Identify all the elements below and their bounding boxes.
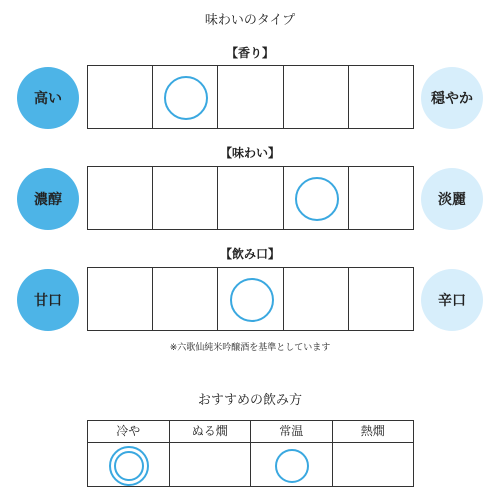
- serving-cell: [251, 443, 332, 486]
- serving-column-header: ぬる燗: [170, 421, 251, 443]
- scale-cell: [348, 268, 413, 330]
- serving-column: [88, 421, 169, 486]
- scale-left-pill: 高い: [17, 67, 79, 129]
- scale-right-pill: 穏やか: [421, 67, 483, 129]
- scale-cell: [283, 66, 348, 128]
- scale-right-pill: 辛口: [421, 269, 483, 331]
- taste-type-title: 味わいのタイプ: [204, 13, 296, 28]
- scale-cell: [152, 66, 217, 128]
- scale-cell: [217, 66, 282, 128]
- serving-cell: [170, 443, 251, 486]
- scale-cell: [348, 66, 413, 128]
- scale-marker: [164, 76, 208, 120]
- serving-column-header: 冷や: [88, 421, 169, 443]
- scale-cell: [283, 167, 348, 229]
- serving-cell: [333, 443, 414, 486]
- scale-cell: [348, 167, 413, 229]
- double-circle-mark: [109, 446, 149, 486]
- scale-label-mouthfeel: 【飲み口】: [219, 247, 280, 261]
- circle-mark: [275, 449, 309, 483]
- scale-cell: [88, 66, 152, 128]
- reference-note: ※六歌仙純米吟醸酒を基準としています: [169, 343, 331, 353]
- serving-column-header: 熱燗: [333, 421, 414, 443]
- scale-aroma: [87, 65, 414, 129]
- serving-table: [87, 420, 414, 487]
- scale-marker: [230, 278, 274, 322]
- scale-left-pill: 濃醇: [17, 168, 79, 230]
- serving-column: [169, 421, 251, 486]
- scale-cell: [88, 268, 152, 330]
- scale-right-pill: 淡麗: [421, 168, 483, 230]
- scale-cell: [283, 268, 348, 330]
- serving-cell: [88, 443, 169, 486]
- serving-column-header: 常温: [251, 421, 332, 443]
- scale-label-taste: 【味わい】: [219, 146, 280, 160]
- scale-taste: [87, 166, 414, 230]
- scale-label-aroma: 【香り】: [225, 46, 274, 60]
- scale-mouthfeel: [87, 267, 414, 331]
- scale-marker: [295, 177, 339, 221]
- scale-cell: [217, 167, 282, 229]
- serving-column: [332, 421, 414, 486]
- serving-title: おすすめの飲み方: [197, 393, 303, 408]
- scale-cell: [88, 167, 152, 229]
- serving-column: [250, 421, 332, 486]
- scale-cell: [152, 268, 217, 330]
- scale-left-pill: 甘口: [17, 269, 79, 331]
- scale-cell: [217, 268, 282, 330]
- scale-cell: [152, 167, 217, 229]
